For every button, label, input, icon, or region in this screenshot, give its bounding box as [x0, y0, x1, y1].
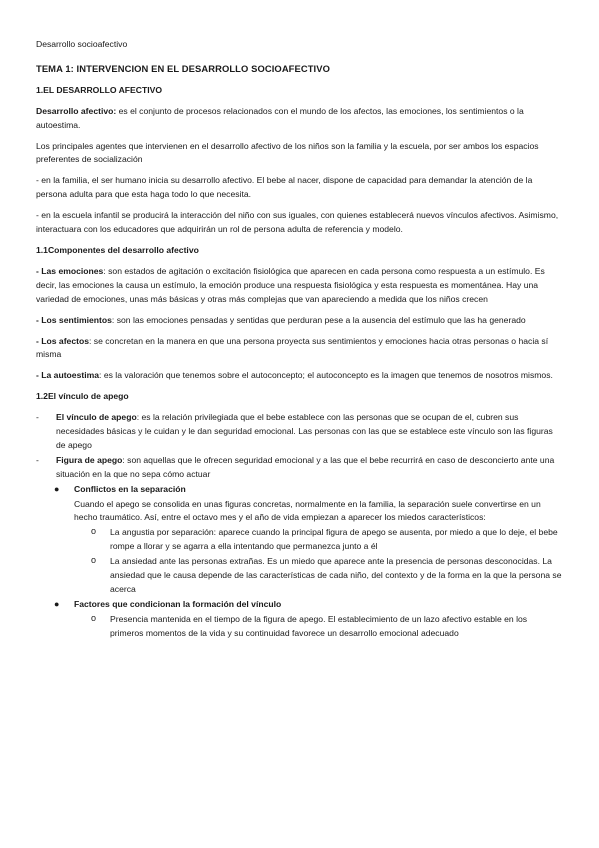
component-text: : son estados de agitación o excitación fisiológica que aparecen en cada persona como respuesta a un estímulo. Es decir, las emociones la causa un estímulo, la emoción produce una respuesta fisiológica y esta respuesta es momentánea. Hay una variedad de emociones, unas más básicas y otras más complejas que van apareciendo a medida que los niños crecen [36, 265, 545, 304]
bullet-body: Cuando el apego se consolida en unas figuras concretas, normalmente en la familia, la separación suele convertirse en un hecho traumático. Así, entre el octavo mes y el año de vida empiezan a aparecer los miedos característicos: [74, 498, 541, 523]
definition-text: es el conjunto de procesos relacionados con el mundo de los afectos, las emociones, los sentimientos o la autoestima. [36, 105, 524, 130]
component-text: : son las emociones pensadas y sentidas que perduran pese a la ausencia del estímulo que las ha generado [111, 314, 526, 325]
definition-paragraph [36, 105, 562, 133]
bullet-icon: ● [54, 598, 60, 609]
sub-item-text: La ansiedad ante las personas extrañas. Es un miedo que aparece ante la presencia de personas desconocidas. La ansiedad que le causa depende de las características de cada niño, del contexto y de la forma en la que la persona se acerca [110, 556, 562, 594]
dash-term: El vínculo de apego [56, 412, 137, 423]
bullet-icon: ● [54, 483, 60, 494]
dash-term: Figura de apego [56, 454, 123, 465]
dash-marker: - [36, 454, 39, 465]
section-heading-1-2: 1.2El vínculo de apego [36, 391, 129, 402]
bullet-factores [36, 598, 562, 612]
section-heading-1: 1.EL DESARROLLO AFECTIVO [36, 84, 163, 95]
dash-text: : es la relación privilegiada que el bebe establece con las personas que se ocupan de el, cubren sus necesidades básicas y le cuidan y le dan seguridad emocional. Las personas con las que se establece este vínculo son las figuras de apego [56, 412, 553, 450]
circle-bullet-icon: o [91, 612, 97, 623]
sub-item-ansiedad [36, 555, 562, 597]
paragraph-family: - en la familia, el ser humano inicia su desarrollo afectivo. El bebe al nacer, dispone de capacidad para demandar la atención de la persona adulta para que esta haga todo lo que necesita. [36, 175, 533, 200]
paragraph-agents: Los principales agentes que intervienen en el desarrollo afectivo de los niños son la familia y la escuela, por ser ambos los espacios preferentes de socialización [36, 140, 539, 165]
sub-item-angustia [36, 526, 562, 554]
definition-term: Desarrollo afectivo: [36, 105, 117, 116]
document-title: TEMA 1: INTERVENCION EN EL DESARROLLO SOCIOAFECTIVO [36, 62, 331, 74]
component-term: - Las emociones [36, 265, 104, 276]
bullet-title: Factores que condicionan la formación del vínculo [74, 598, 282, 609]
component-emociones [36, 265, 562, 307]
section-heading-1-1: 1.1Componentes del desarrollo afectivo [36, 244, 199, 255]
component-term: - Los afectos [36, 335, 90, 346]
dash-item-figura [36, 454, 562, 482]
bullet-conflictos [36, 483, 562, 497]
running-header: Desarrollo socioafectivo [36, 39, 128, 49]
dash-text: : son aquellas que le ofrecen seguridad emocional y a las que el bebe recurrirá en caso de desconcierto ante una situación en la que no sepa cómo actuar [56, 454, 555, 479]
circle-bullet-icon: o [91, 555, 97, 566]
component-text: : es la valoración que tenemos sobre el autoconcepto; el autoconcepto es la imagen que tenemos de nosotros mismos. [99, 370, 553, 381]
component-afectos [36, 335, 562, 363]
component-text: : se concretan en la manera en que una persona proyecta sus sentimientos y emociones hacia otras personas o hacia sí misma [36, 335, 549, 360]
dash-item-vinculo [36, 411, 562, 453]
component-autoestima [36, 369, 562, 383]
sub-item-text: Presencia mantenida en el tiempo de la figura de apego. El establecimiento de un lazo afectivo estable en los primeros momentos de la vida y su continuidad favorece un desarrollo emocional adecuado [110, 613, 528, 638]
component-term: - Los sentimientos [36, 314, 112, 325]
component-term: - La autoestima [36, 370, 100, 381]
dash-marker: - [36, 412, 39, 423]
sub-item-presencia [36, 613, 562, 641]
component-sentimientos [36, 314, 562, 328]
document-page [36, 38, 562, 642]
bullet-title: Conflictos en la separación [74, 483, 186, 494]
circle-bullet-icon: o [91, 526, 97, 537]
sub-item-text: La angustia por separación: aparece cuando la principal figura de apego se ausenta, por miedo a que lo deje, el bebe rompe a llorar y se agarra a ella intentando que permanezca junto a él [110, 527, 558, 552]
paragraph-school: - en la escuela infantil se producirá la interacción del niño con sus iguales, con quienes establecerá nuevos vínculos afectivos. Asimismo, interactuara con los educadores que adquirirán un rol de persona adulta de referencia y modelo. [36, 210, 559, 235]
